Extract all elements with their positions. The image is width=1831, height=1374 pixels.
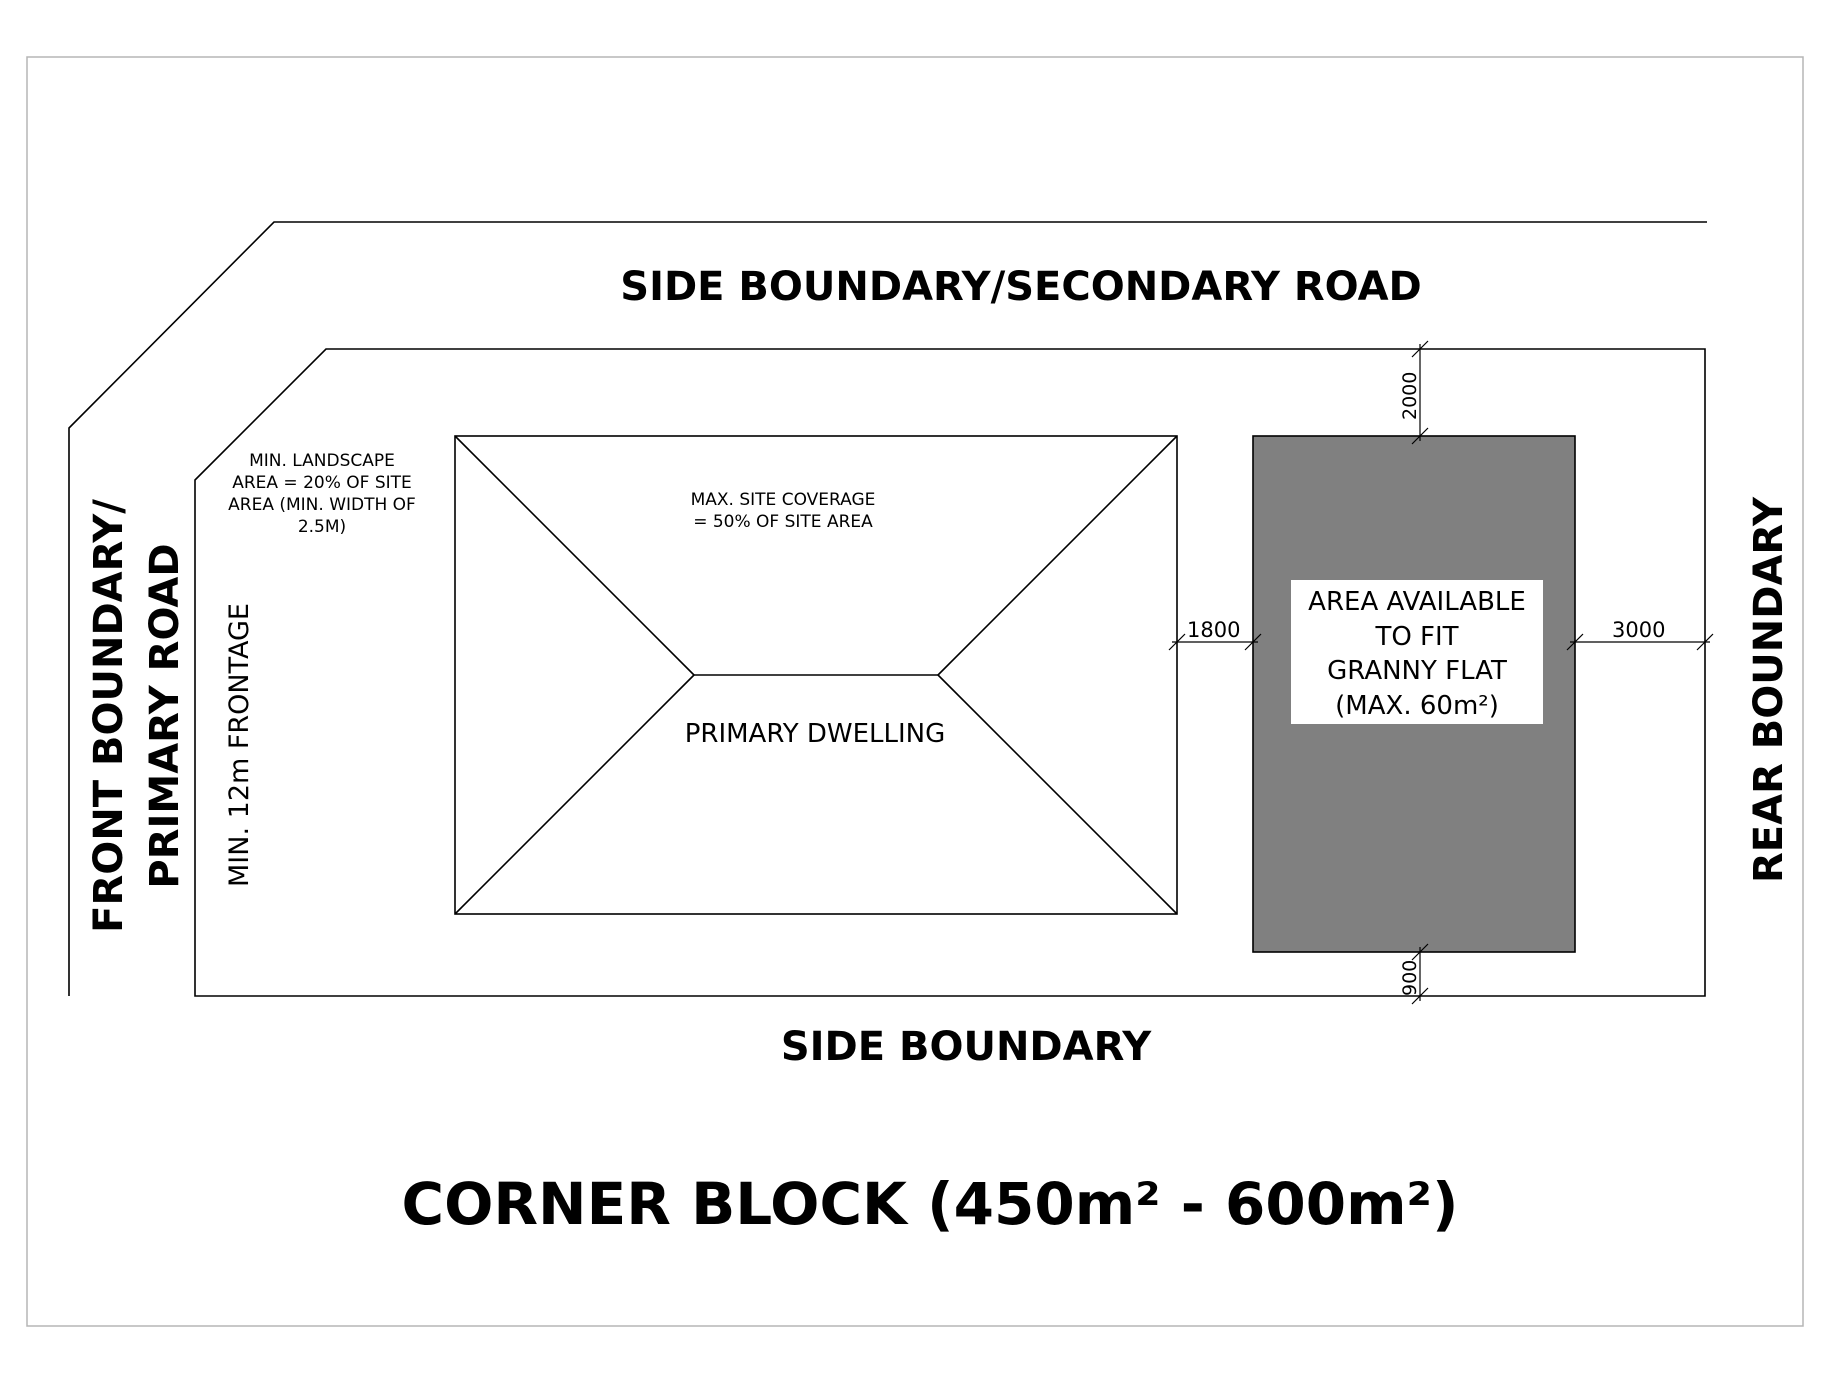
side-boundary-secondary-road-label: SIDE BOUNDARY/SECONDARY ROAD (620, 264, 1422, 310)
dimension-rear-setback-label: 3000 (1612, 618, 1666, 642)
dimension-side-gap (1169, 618, 1261, 650)
dimension-top-setback-label: 2000 (1399, 371, 1421, 420)
front-boundary-label-line1: FRONT BOUNDARY/ (86, 499, 132, 933)
rear-boundary-label: REAR BOUNDARY (1746, 497, 1792, 883)
landscape-note (228, 451, 416, 537)
dimension-rear-setback (1567, 618, 1713, 650)
roof-hip-line (455, 675, 694, 914)
granny-flat-label-line1: AREA AVAILABLE (1308, 587, 1526, 617)
front-boundary-label-line2: PRIMARY ROAD (142, 543, 188, 889)
primary-dwelling-label: PRIMARY DWELLING (684, 719, 946, 749)
coverage-note-line2: = 50% OF SITE AREA (693, 512, 873, 532)
granny-flat-label-line4: (MAX. 60m²) (1335, 691, 1499, 721)
roof-hip-line (455, 436, 694, 675)
side-boundary-label: SIDE BOUNDARY (780, 1024, 1152, 1070)
landscape-note-line2: AREA = 20% OF SITE (232, 473, 412, 493)
granny-flat-label-line3: GRANNY FLAT (1327, 656, 1507, 686)
coverage-note-line1: MAX. SITE COVERAGE (690, 490, 876, 510)
roof-hip-line (938, 675, 1177, 914)
frontage-label: MIN. 12m FRONTAGE (224, 603, 255, 887)
coverage-note (691, 490, 876, 532)
roof-hip-line (938, 436, 1177, 675)
landscape-note-line1: MIN. LANDSCAPE (249, 451, 395, 471)
dimension-bottom-setback (1399, 944, 1428, 1004)
landscape-note-line3: AREA (MIN. WIDTH OF (228, 495, 416, 515)
landscape-note-line4: 2.5M) (297, 517, 347, 537)
granny-flat-label-line2: TO FIT (1375, 622, 1459, 652)
dimension-bottom-setback-label: 900 (1399, 959, 1421, 996)
page-title: CORNER BLOCK (450m² - 600m²) (401, 1170, 1459, 1238)
dimension-side-gap-label: 1800 (1187, 618, 1241, 642)
dimension-top-setback (1399, 341, 1428, 444)
